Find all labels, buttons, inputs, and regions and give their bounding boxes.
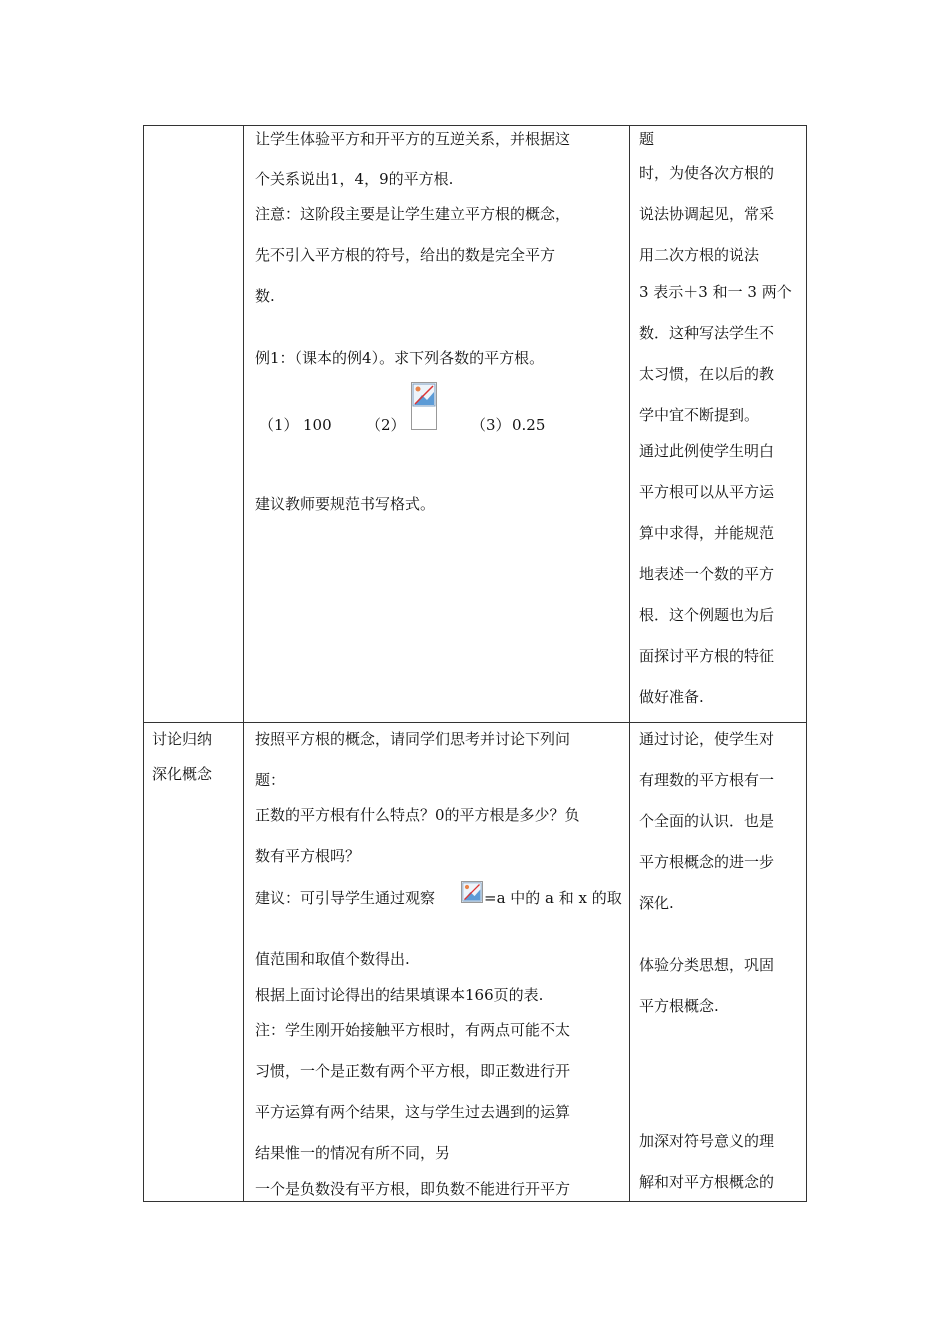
- row2-note-line: 有理数的平方根有一: [639, 771, 775, 789]
- row2-text-line: 按照平方根的概念，请同学们思考并讨论下列问: [255, 730, 571, 748]
- row1-note-line: 算中求得，并能规范: [639, 524, 775, 542]
- row1-note-line: 根．这个例题也为后: [639, 606, 775, 624]
- row2-note-line: 加深对符号意义的理: [639, 1132, 775, 1150]
- section-label: 讨论归纳: [152, 730, 213, 748]
- section-label: 深化概念: [152, 765, 213, 783]
- row1-note-line: 用二次方根的说法: [639, 246, 760, 264]
- item1-label: （1）: [259, 416, 299, 434]
- row1-note-line: 做好准备.: [639, 688, 704, 706]
- row1-text-line: 个关系说出1，4，9的平方根.: [255, 170, 454, 188]
- row2-note-line: 平方根概念.: [639, 997, 719, 1015]
- row2-text-line: 数有平方根吗？: [255, 847, 361, 865]
- row2-note-line: 深化.: [639, 894, 674, 912]
- row2-text-line: 题：: [255, 771, 286, 789]
- row1-text-line: 注意：这阶段主要是让学生建立平方根的概念，: [255, 205, 571, 223]
- advice-text: 建议教师要规范书写格式。: [255, 495, 436, 513]
- row2-text-line: 一个是负数没有平方根，即负数不能进行开平方: [255, 1180, 571, 1198]
- row1-note-line: 说法协调起见，常采: [639, 205, 775, 223]
- row1-note-line: 通过此例使学生明白: [639, 442, 775, 460]
- row1-note-line: 学中宜不断提到。: [639, 406, 760, 424]
- broken-image-icon: [461, 881, 483, 903]
- row1-note-line: 时，为使各次方根的: [639, 164, 775, 182]
- row2-note-line: 通过讨论，使学生对: [639, 730, 775, 748]
- row2-note-line: 平方根概念的进一步: [639, 853, 775, 871]
- item2-label: （2）: [366, 416, 406, 434]
- row2-note-line: 个全面的认识．也是: [639, 812, 775, 830]
- row1-note-line: 题: [639, 130, 655, 148]
- row2-note-line: 体验分类思想，巩固: [639, 956, 775, 974]
- row1-note-line: 平方根可以从平方运: [639, 483, 775, 501]
- row-divider: [144, 722, 806, 723]
- row1-text-line: 数.: [255, 287, 275, 305]
- row2-note-line: 解和对平方根概念的: [639, 1173, 775, 1191]
- row2-text-line: 习惯，一个是正数有两个平方根，即正数进行开: [255, 1062, 571, 1080]
- broken-image-icon: [411, 382, 437, 430]
- row2-text-line: 值范围和取值个数得出.: [255, 950, 410, 968]
- row2-text-line: 正数的平方根有什么特点？0的平方根是多少？负: [255, 806, 580, 824]
- column-divider: [629, 126, 630, 1201]
- example-heading: 例1：（课本的例4）。求下列各数的平方根。: [255, 349, 545, 367]
- row1-note-line: 面探讨平方根的特征: [639, 647, 775, 665]
- item3-label: （3）: [471, 416, 511, 434]
- row2-text-line: 注：学生刚开始接触平方根时，有两点可能不太: [255, 1021, 571, 1039]
- row2-text-line: 根据上面讨论得出的结果填课本166页的表.: [255, 986, 544, 1004]
- row1-note-line: 数．这种写法学生不: [639, 324, 775, 342]
- row1-note-line: 太习惯，在以后的教: [639, 365, 775, 383]
- item3-value: 0.25: [512, 416, 546, 434]
- row2-text-line: 建议：可引导学生通过观察: [255, 889, 436, 907]
- row2-text-line: 平方运算有两个结果，这与学生过去遇到的运算: [255, 1103, 571, 1121]
- row2-text-line: 结果惟一的情况有所不同，另: [255, 1144, 451, 1162]
- item1-value: 100: [303, 416, 332, 434]
- row1-note-line: 地表述一个数的平方: [639, 565, 775, 583]
- column-divider: [243, 126, 244, 1201]
- row1-note-line: 3 表示＋3 和一 3 两个: [639, 283, 792, 301]
- row1-text-line: 先不引入平方根的符号，给出的数是完全平方: [255, 246, 556, 264]
- row1-text-line: 让学生体验平方和开平方的互逆关系，并根据这: [255, 130, 571, 148]
- row2-text-line: =a 中的 a 和 x 的取: [484, 889, 622, 907]
